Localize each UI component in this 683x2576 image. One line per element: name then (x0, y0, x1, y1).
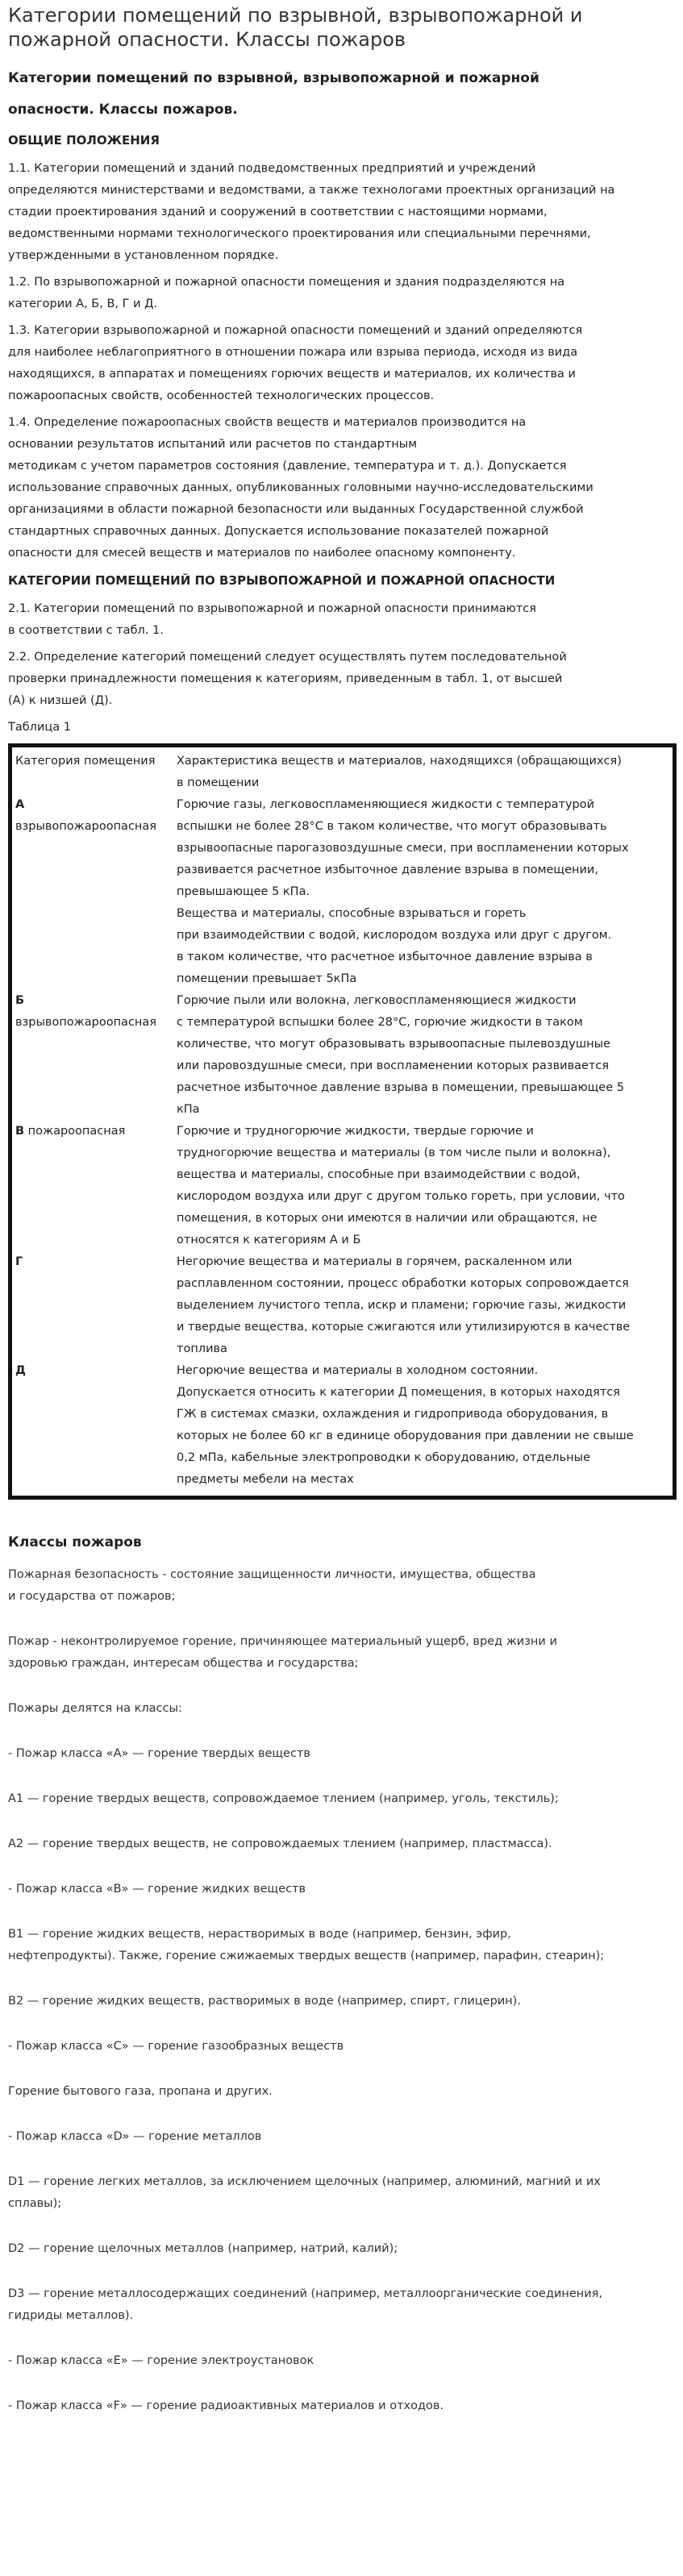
general-heading: ОБЩИЕ ПОЛОЖЕНИЯ (8, 133, 160, 148)
paragraph-1-1: 1.1. Категории помещений и зданий подведомственных предприятий и учреждений определяются министерствами и ведомствами, а также технологами проектных организаций на стадии проектирования зданий и сооружений в соответствии с настоящими нормами, ведомственными нормами технологического проектирования или специальными перечнями, утвержденными в установленном порядке. (8, 162, 615, 262)
list-item: - Пожар класса «F» — горение радиоактивных материалов и отходов. (8, 2399, 444, 2412)
list-item: Пожары делятся на классы: (8, 1702, 182, 1715)
table-row (14, 1251, 671, 1360)
category-code: Б (15, 994, 25, 1007)
table-row (14, 1121, 671, 1251)
list-item: - Пожар класса «С» — горение газообразных веществ (8, 2040, 344, 2053)
list-item: Пожарная безопасность - состояние защищенности личности, имущества, общества и государства от пожаров; (8, 1568, 536, 1603)
category-description: Негорючие вещества и материалы в горячем, раскаленном или расплавленном состоянии, процесс обработки которых сопровождается выделением лучистого тепла, искр и пламени; горючие газы, жидкости и твердые вещества, которые сжигаются или утилизируются в качестве топлива (177, 1255, 631, 1355)
list-item: D2 — горение щелочных металлов (например, натрий, калий); (8, 2242, 398, 2255)
list-item: Горение бытового газа, пропана и других. (8, 2085, 273, 2098)
paragraph-1-4: 1.4. Определение пожароопасных свойств веществ и материалов производится на основании результатов испытаний или расчетов по стандартным методикам с учетом параметров состояния (давление, температура и т. д.). Допускается использование справочных данных, опубликованных головными научно-исследовательскими организациями в области пожарной безопасности или выданных Государственной службой стандартных справочных данных. Допускается использование показателей пожарной опасности для смесей веществ и материалов по наиболее опасному компоненту. (8, 416, 593, 560)
category-cell (14, 1360, 175, 1491)
category-cell (14, 990, 175, 1121)
category-description: Горючие пыли или волокна, легковоспламеняющиеся жидкости с температурой вспышки более 28°С, горючие жидкости в таком количестве, что могут образовывать взрывоопасные пылевоздушные или паровоздушные смеси, при воспламенении которых развивается расчетное избыточное давление взрыва в помещении, превышающее 5 кПа (177, 994, 624, 1116)
category-description: Горючие газы, легковоспламеняющиеся жидкости с температурой вспышки не более 28°С в таком количестве, что могут образовывать взрывоопасные парогазовоздушные смеси, при воспламенении которых развивается расчетное избыточное давление взрыва в помещении, превышающее 5 кПа. Вещества и материалы, способные взрываться и гореть при взаимодействии с водой, кислородом воздуха или друг с другом. в таком количестве, что расчетное избыточное давление взрыва в помещении превышает 5кПа (177, 798, 629, 985)
header-characteristic: Характеристика веществ и материалов, находящихся (обращающихся) в помещении (177, 755, 622, 789)
category-name: взрывопожароопасная (15, 1016, 156, 1029)
category-name: взрывопожароопасная (15, 820, 156, 833)
list-item: А1 — горение твердых веществ, сопровождаемое тлением (например, уголь, текстиль); (8, 1792, 559, 1805)
paragraph-2-1: 2.1. Категории помещений по взрывопожарной и пожарной опасности принимаются в соответствии с табл. 1. (8, 602, 536, 637)
list-item: В1 — горение жидких веществ, нерастворимых в воде (например, бензин, эфир, нефтепродукты). Также, горение сжижаемых твердых веществ (например, парафин, стеарин); (8, 1928, 605, 1962)
fire-classes-heading: Классы пожаров (8, 1534, 142, 1550)
category-name: пожароопасная (24, 1125, 126, 1138)
list-item: - Пожар класса «Е» — горение электроустановок (8, 2354, 314, 2367)
categories-heading: КАТЕГОРИИ ПОМЕЩЕНИЙ ПО ВЗРЫВОПОЖАРНОЙ И ПОЖАРНОЙ ОПАСНОСТИ (8, 573, 556, 588)
paragraph-1-2: 1.2. По взрывопожарной и пожарной опасности помещения и здания подразделяются на категории А, Б, В, Г и Д. (8, 276, 565, 310)
category-cell (14, 1121, 175, 1251)
table-row (14, 1360, 671, 1491)
table-row (14, 794, 671, 990)
table-caption: Таблица 1 (8, 721, 71, 734)
table-row (14, 990, 671, 1121)
list-item: D3 — горение металлосодержащих соединений (например, металлоорганические соединения, гидриды металлов). (8, 2287, 603, 2322)
fire-classes-list (8, 1564, 675, 2417)
list-item: - Пожар класса «В» — горение жидких веществ (8, 1883, 306, 1896)
list-item: А2 — горение твердых веществ, не сопровождаемых тлением (например, пластмасса). (8, 1837, 552, 1850)
category-description: Негорючие вещества и материалы в холодном состоянии. Допускается относить к категории Д помещения, в которых находятся ГЖ в системах смазки, охлаждения и гидропривода оборудования, в которых не более 60 кг в единице оборудования при давлении не свыше 0,2 мПа, кабельные электропроводки к оборудованию, отдельные предметы мебели на местах (177, 1364, 634, 1486)
article-subtitle: Категории помещений по взрывной, взрывопожарной и пожарной опасности. Классы пожаров. (8, 70, 539, 118)
category-code: В (15, 1125, 25, 1138)
page-title: Категории помещений по взрывной, взрывопожарной и пожарной опасности. Классы пожаров (8, 4, 583, 51)
categories-table (8, 743, 677, 1500)
header-category: Категория помещения (15, 755, 156, 768)
list-item: Пожар - неконтролируемое горение, причиняющее материальный ущерб, вред жизни и здоровью граждан, интересам общества и государства; (8, 1635, 557, 1670)
category-code: А (15, 798, 25, 811)
paragraph-1-3: 1.3. Категории взрывопожарной и пожарной опасности помещений и зданий определяются для наиболее неблагоприятного в отношении пожара или взрыва периода, исходя из вида находящихся, в аппаратах и помещениях горючих веществ и материалов, их количества и пожароопасных свойств, особенностей технологических процессов. (8, 324, 583, 402)
table-header-row (14, 751, 671, 794)
category-cell (14, 794, 175, 990)
paragraph-2-2: 2.2. Определение категорий помещений следует осуществлять путем последовательной проверки принадлежности помещения к категориям, приведенным в табл. 1, от высшей (А) к низшей (Д). (8, 651, 567, 707)
list-item: В2 — горение жидких веществ, растворимых в воде (например, спирт, глицерин). (8, 1995, 521, 2008)
list-item: D1 — горение легких металлов, за исключением щелочных (например, алюминий, магний и их сплавы); (8, 2175, 601, 2210)
category-code: Г (15, 1255, 23, 1268)
list-item: - Пожар класса «D» — горение металлов (8, 2130, 262, 2143)
list-item: - Пожар класса «А» — горение твердых веществ (8, 1747, 310, 1760)
category-cell (14, 1251, 175, 1360)
category-code: Д (15, 1364, 26, 1377)
category-description: Горючие и трудногорючие жидкости, твердые горючие и трудногорючие вещества и материалы (в том числе пыли и волокна), вещества и материалы, способные при взаимодействии с водой, кислородом воздуха или друг с другом только гореть, при условии, что помещения, в которых они имеются в наличии или обращаются, не относятся к категориям А и Б (177, 1125, 625, 1246)
